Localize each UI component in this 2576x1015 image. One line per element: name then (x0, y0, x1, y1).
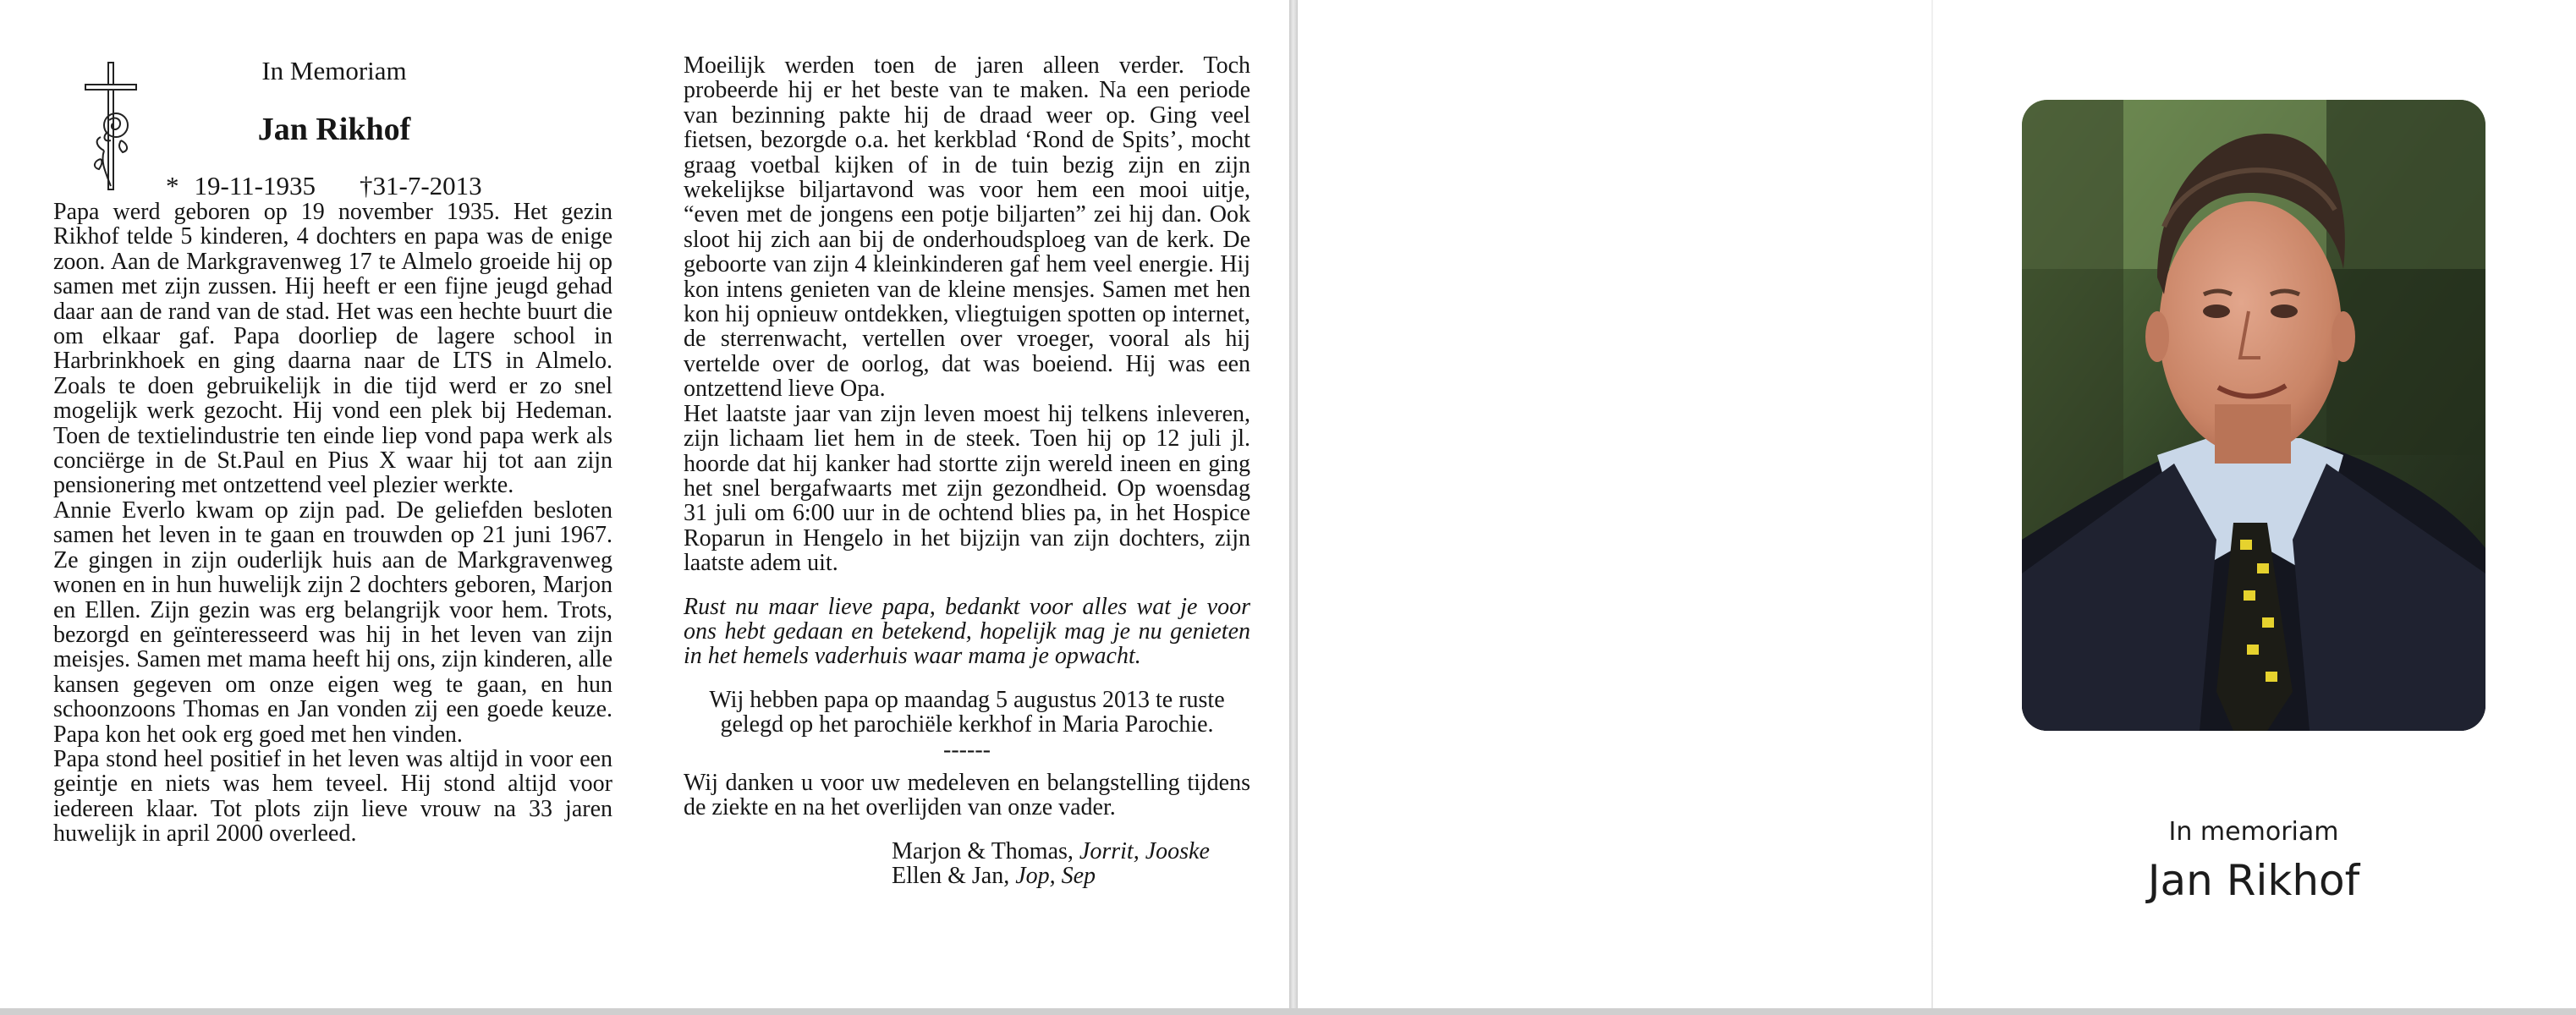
biography-paragraph: Annie Everlo kwam op zijn pad. De geliefden besloten samen het leven in te gaan en trouwden op 21 juni 1967. Ze gingen in zijn ouderlijk huis aan de Markgravenweg wonen en in hun huwelijk zijn 2 dochters geboren, Marjon en Ellen. Zijn gezin was erg belangrijk voor hem. Trots, bezorgd en geïnteresseerd was hij in het leven van zijn meisjes. Samen met mama heeft hij ons, zijn kinderen, alle kansen gegeven om onze eigen weg te gaan, en hun schoonzoons Thomas en Jan vonden zij een goede keuze. Papa kon het ook erg goed met hen vinden. (53, 497, 612, 748)
biography-paragraph: Papa werd geboren op 19 november 1935. Het gezin Rikhof telde 5 kinderen, 4 dochters en papa was de enige zoon. Aan de Markgravenweg 17 te Almelo groeide hij op samen met zijn zussen. Hij heeft er een fijne jeugd gehad daar aan de rand van de stad. Het was een hechte buurt die om elkaar gaf. Papa doorliep de lagere school in Harbrinkhoek en ging daarna naar de LTS in Almelo. Zoals te doen gebruikelijk in die tijd werd er zo snel mogelijk werk gezocht. Hij vond een plek bij Hedeman. Toen de textielindustrie ten einde liep vond papa werk als conciërge in de St.Paul en Pius X waar hij tot aan zijn pensionering met ontzettend veel plezier werkte. (53, 199, 612, 499)
biography-paragraph: Moeilijk werden toen de jaren alleen verder. Toch probeerde hij er het beste van te maken. Na een periode van bezinning pakte hij de draad weer op. Ging veel fietsen, bezorgde o.a. het kerkblad ‘Rond de Spits’, mocht graag voetbal kijken of in de tuin bezig zijn en zijn wekelijkse biljartavond was voor hem een mooi uitje, “even met de jongens een potje biljarten” zei hij dan. Ook sloot hij zich aan bij de onderhoudsploeg van de kerk. De geboorte van zijn 4 kleinkinderen gaf hem veel energie. Hij kon intens genieten van de kleine mensjes. Samen met hen kon hij opnieuw ontdekken, vliegtuigen spotten op internet, de sterrenwacht, vertellen over vroeger, vooral als hij vertelde over de oorlog, dat was boeiend. Hij was een ontzettend lieve Opa. (684, 52, 1250, 403)
portrait-photo (2022, 100, 2485, 731)
life-dates (166, 171, 482, 201)
thanks-text: Wij danken u voor uw medeleven en belangstelling tijdens de ziekte en na het overlijden van onze vader. (684, 769, 1250, 821)
signature-names: Marjon & Thomas, (892, 837, 1074, 864)
biography-column-right (684, 53, 1250, 889)
biography-paragraph: Het laatste jaar van zijn leven moest hij telkens inleveren, zijn lichaam liet hem in de steek. Toen hij op 12 juli jl. hoorde dat hij kanker had stortte zijn wereld ineen en ging het snel bergafwaarts met zijn gezondheid. Op woensdag 31 juli om 6:00 uur in de ochtend blies pa, in het Hospice Roparun in Hengelo in het bijzijn van zijn dochters, zijn laatste adem uit. (684, 400, 1250, 577)
farewell-text: Rust nu maar lieve papa, bedankt voor alles wat je voor ons hebt gedaan en betekend, hopelijk mag je nu genieten in het hemels vaderhuis waar mama je opwacht. (684, 593, 1250, 670)
front-name: Jan Rikhof (2147, 856, 2360, 905)
cross-with-rose-icon (79, 59, 145, 195)
burial-line: Wij hebben papa op maandag 5 augustus 2013 te ruste (709, 686, 1225, 713)
separator: ------ (943, 736, 991, 763)
signature-grandchildren: Jop, Sep (1015, 863, 1096, 890)
inner-name-title: Jan Rikhof (257, 112, 411, 147)
fold-line (1931, 0, 1933, 1008)
signature-line (684, 864, 1250, 888)
birth-date: 19-11-1935 (194, 171, 316, 200)
signature-grandchildren: Jorrit, Jooske (1079, 837, 1210, 864)
scan-bottom-edge (0, 1008, 2576, 1015)
portrait-image (2022, 100, 2485, 731)
biography-column-left (53, 200, 612, 847)
burial-line: gelegd op het parochiële kerkhof in Maria Parochie. (720, 711, 1214, 738)
biography-paragraph: Papa stond heel positief in het leven was altijd in voor een geintje en niets was hem teveel. Hij stond altijd voor iedereen klaar. Tot plots zijn lieve vrouw na 33 jaren huwelijk in april 2000 overleed. (53, 745, 612, 848)
birth-star-icon: * (166, 171, 179, 200)
front-caption: In memoriam (2168, 817, 2339, 847)
signature-line (684, 839, 1250, 864)
death-cross-icon: † (360, 171, 373, 200)
signature-names: Ellen & Jan, (892, 863, 1010, 890)
card-gutter (1289, 0, 1298, 1015)
death-date: 31-7-2013 (372, 171, 482, 200)
inner-header-title: In Memoriam (261, 56, 407, 85)
